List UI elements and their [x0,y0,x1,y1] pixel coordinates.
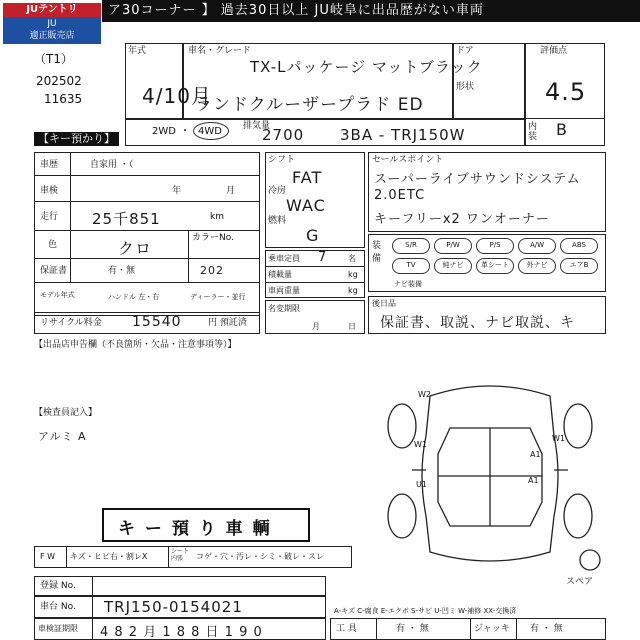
recycle-unit: 円 預託済 [208,318,247,328]
chassis-label: 車台 No. [40,602,76,612]
name-value-2: ランドクルーザープラド ED [195,95,424,115]
usage-value: 自家用 ・（ [90,160,134,170]
shift-label: シフト [268,155,296,165]
equipment-item: エアB [560,258,598,274]
spare-label: スペア [566,577,594,587]
year-value: 4/10月 [142,84,212,108]
equipment-item: 純ナビ [434,258,472,274]
eval-label: 評価点 [540,46,568,56]
sales-point-3: キーフリーx2 ワンオーナー [374,212,550,227]
weight-label: 車両重量 [268,286,300,295]
load-label: 積載量 [268,270,292,279]
inspector-label: 【検査員記入】 [34,408,98,418]
fuel-value: G [306,226,320,245]
damage-w2: W2 [418,390,431,399]
shift-value: FAT [292,168,323,187]
cert-label: 車検証期限 [38,624,78,633]
navi-label: ナビ装備 [394,280,422,288]
capacity-value: 7 [318,250,328,265]
spare-tire [580,550,600,570]
equipment-item: TV [392,258,430,274]
model-year-label: モデル年式 [40,291,75,299]
page-title: ア30コーナー 】 過去30日以上 JU岐阜に出品歴がない車両 [102,0,640,22]
interior-value: B [556,120,568,139]
logo-top-text: JUテントリ [3,3,101,17]
wheel-rear-left [388,494,416,538]
seat-label: シート内張 [171,548,190,562]
color-no-value: 202 [200,264,224,277]
fuel-label: 燃料 [268,216,287,226]
damage-w1-right: W1 [552,434,565,443]
logo-bottom-line1: JU [47,19,57,29]
car-diagram [372,376,608,572]
ac-value: WAC [286,196,326,215]
history-label: 車歴 [40,160,59,170]
lot-id-1: 202502 [36,74,82,88]
seat-text: コゲ・穴・汚レ・シミ・破レ・スレ [196,552,324,561]
warranty-label: 保証書 [40,266,68,276]
wheel-rear-right [564,494,592,538]
inspection-year-unit: 年 [172,186,182,196]
inspection-month-unit: 月 [226,186,236,196]
equipment-label: 装備 [372,241,382,264]
lot-id-2: 11635 [44,92,83,106]
warranty-value: 有・無 [108,266,136,276]
recycle-value: 15540 [132,314,182,330]
cert-value: 4 8 2 月 1 8 8 日 1 9 0 [100,625,263,640]
change-month-unit: 月 [312,322,320,331]
mileage-value: 25千851 [92,210,161,228]
mileage-label: 走行 [40,212,59,222]
tools-value: 有 ・ 無 [396,624,429,634]
weight-unit: kg [348,286,358,295]
lot-t1: （T1） [34,52,73,66]
steering-value: ハンドル 左・右 [108,293,160,301]
capacity-unit: 名 [348,254,356,263]
damage-a1-right-rear: A1 [528,476,539,485]
sales-point-2: 2.0ETC [374,188,426,203]
equipment-item: 外ナビ [518,258,556,274]
after-items-label: 後日品 [372,299,396,308]
capacity-label: 乗車定員 [268,254,300,263]
ac-label: 冷房 [268,186,287,196]
key-kept-stamp-text: キ ー 預 り 車 輌 [118,519,272,539]
notes-label: 【出品店申告欄（不良箇所・欠品・注意事項等）】 [34,340,237,350]
shape-label: 形状 [456,82,475,92]
jack-value: 有 ・ 無 [530,624,563,634]
registration-row [34,576,326,596]
equipment-item: A/W [518,238,556,254]
sales-points-label: セールスポイント [372,155,444,165]
drive-2wd: 2WD [152,126,176,137]
after-items-value: 保証書、取説、ナビ取説、キ [380,315,575,331]
damage-legend: A-キズ C-腐食 E-エクボ S-サビ U-凹ミ W-補修 XX-交換済 [334,607,517,615]
equipment-item: 革シート [476,258,514,274]
name-value-1: TX-Lパッケージ マットブラック [250,58,483,76]
color-no-label: カラーNo. [192,233,234,243]
interior-label: 内装 [528,122,538,142]
year-label: 年式 [128,46,147,56]
tools-row [330,618,606,640]
sales-point-1: スーパーライブサウンドシステム [374,172,581,187]
damage-u1: U1 [416,480,427,489]
load-unit: kg [348,270,358,279]
registration-label: 登録 No. [40,581,76,591]
logo-bottom-line2: 適正販売店 [29,31,75,41]
fw-label: F W [40,552,56,561]
logo-bottom [3,17,101,44]
eval-value: 4.5 [545,78,587,106]
damage-a1-right-front: A1 [530,450,541,459]
equipment-item: ABS [560,238,598,254]
inspector-value: アルミ A [38,430,87,443]
model-value: 3BA - TRJ150W [340,126,466,144]
key-kept-label: 【キー預かり】 [34,132,119,146]
inspection-label: 車検 [40,186,59,196]
displacement-value: 2700 [262,126,305,144]
color-value: クロ [118,239,153,258]
tools-label: 工 具 [336,624,357,634]
jack-label: ジャッキ [474,624,510,634]
equipment-item: S/R [392,238,430,254]
equipment-item: P/S [476,238,514,254]
name-label: 車名・グレード [188,46,252,56]
drive-4wd: 4WD [198,126,222,137]
auction-logo [3,3,101,43]
wheel-front-left [388,404,416,448]
door-label: ドア [456,46,474,56]
wheel-front-right [564,404,592,448]
recycle-label: リサイクル料金 [40,318,102,328]
mileage-unit: km [210,212,224,222]
dealer-value: ディーラー・並行 [190,293,246,301]
chassis-value: TRJ150-0154021 [104,598,243,616]
fw-text: キズ・ヒビ右・割レX [70,552,148,561]
displacement-label: 排気量 [243,121,271,131]
equipment-item: P/W [434,238,472,254]
change-label: 名変期限 [268,304,300,313]
damage-w1-left: W1 [414,440,427,449]
change-day-unit: 日 [348,322,356,331]
color-label: 色 [48,240,58,250]
drive-separator: ・ [180,126,190,137]
